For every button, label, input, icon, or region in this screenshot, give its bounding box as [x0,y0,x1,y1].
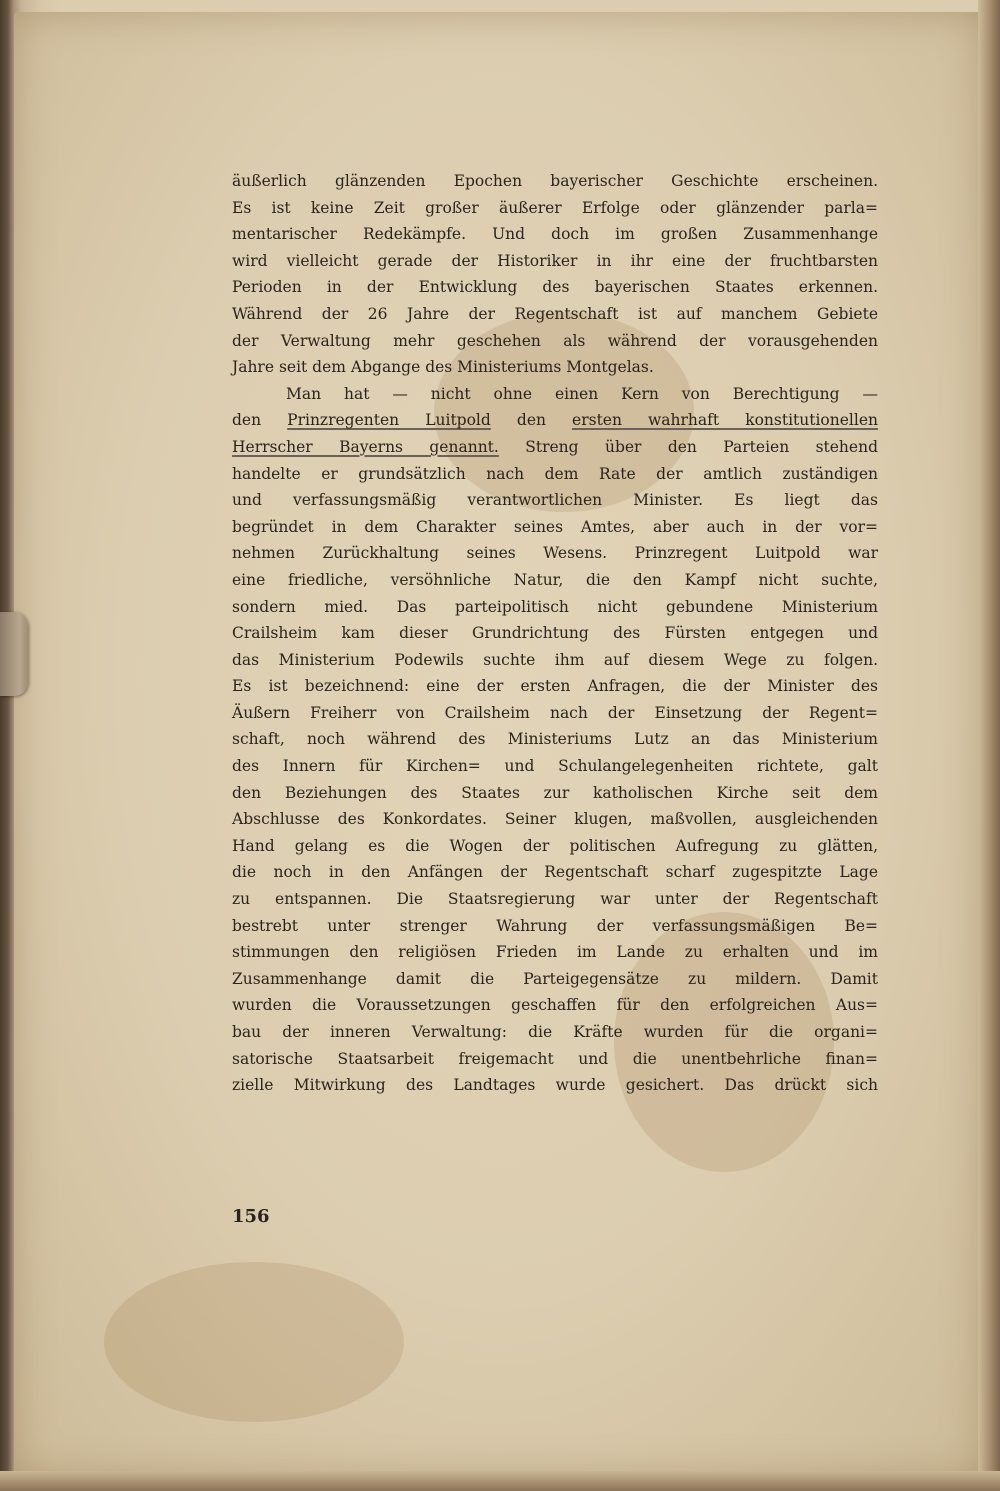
paragraph-2 [232,381,878,1099]
text-line: zielle Mitwirkung des Landtages wurde gesichert. Das drückt sich [232,1076,878,1095]
text-line: wird vielleicht gerade der Historiker in ihr eine der fruchtbarsten [232,251,878,270]
page-edge-right [978,0,1000,1491]
text-line: der Verwaltung mehr geschehen als während der vorausgehenden [232,331,878,350]
text-line: nehmen Zurückhaltung seines Wesens. Prinzregent Luitpold war [232,544,878,563]
text-line: die noch in den Anfängen der Regentschaft scharf zugespitzte Lage [232,863,878,882]
text-line: Zusammenhange damit die Parteigegensätze zu mildern. Damit [232,969,878,988]
text-line: Hand gelang es die Wogen der politischen Aufregung zu glätten, [232,836,878,855]
text-line: zu entspannen. Die Staatsregierung war unter der Regentschaft [232,890,878,909]
text-line-annotated [232,407,878,434]
text-line: satorische Staatsarbeit freigemacht und die unentbehrliche finan= [232,1049,878,1068]
text-line: bestrebt unter strenger Wahrung der verfassungsmäßigen Be= [232,916,878,935]
page-number: 156 [232,1206,270,1227]
text-line: äußerlich glänzenden Epochen bayerischer Geschichte erscheinen. [232,172,878,190]
text-line: Jahre seit dem Abgange des Ministeriums Montgelas. [232,358,654,377]
text-line: und verfassungsmäßig verantwortlichen Minister. Es liegt das [232,491,878,510]
text-line: mentarischer Redekämpfe. Und doch im großen Zusammenhange [232,225,878,244]
word: den [516,411,546,430]
text-line: Während der 26 Jahre der Regentschaft ist auf manchem Gebiete [232,304,878,323]
body-text [232,168,878,1099]
text-line: Perioden in der Entwicklung des bayerischen Staates erkennen. [232,278,878,297]
word: den [232,411,262,430]
text-line: des Innern für Kirchen= und Schulangelegenheiten richtete, galt [232,757,878,776]
text-line: den Beziehungen des Staates zur katholischen Kirche seit dem [232,783,878,802]
page-clip [0,612,28,696]
text-line: Man hat — nicht ohne einen Kern von Berechtigung — [286,384,878,403]
text-line: schaft, noch während des Ministeriums Lutz an das Ministerium [232,730,878,749]
text-line: wurden die Voraussetzungen geschaffen für den erfolgreichen Aus= [232,996,878,1015]
pencil-underlined-text: Herrscher Bayerns genannt. [232,437,499,456]
pencil-underlined-text: Prinzregenten Luitpold [287,411,491,430]
text-line: stimmungen den religiösen Frieden im Lande zu erhalten und im [232,943,878,962]
text-line: Es ist bezeichnend: eine der ersten Anfragen, die der Minister des [232,677,878,696]
text-line: Abschlusse des Konkordates. Seiner klugen, maßvollen, ausgleichenden [232,810,878,829]
text-line-annotated [232,434,878,461]
text-line: sondern mied. Das parteipolitisch nicht gebundene Ministerium [232,597,878,616]
text-line: bau der inneren Verwaltung: die Kräfte wurden für die organi= [232,1023,878,1041]
pencil-underlined-text: ersten wahrhaft konstitutionellen [572,411,878,430]
paper-stain [104,1262,404,1422]
text-segment: Streng über den Parteien stehend [525,437,878,456]
paragraph-1 [232,168,878,381]
text-line: Äußern Freiherr von Crailsheim nach der Einsetzung der Regent= [232,703,878,722]
text-line: eine friedliche, versöhnliche Natur, die den Kampf nicht suchte, [232,570,878,589]
page-edge-bottom [0,1471,1000,1491]
text-line: handelte er grundsätzlich nach dem Rate der amtlich zuständigen [232,464,878,483]
text-line: Crailsheim kam dieser Grundrichtung des Fürsten entgegen und [232,624,878,643]
text-line: das Ministerium Podewils suchte ihm auf diesem Wege zu folgen. [232,650,878,669]
text-line: begründet in dem Charakter seines Amtes, aber auch in der vor= [232,517,878,536]
text-line: Es ist keine Zeit großer äußerer Erfolge oder glänzender parla= [232,198,878,217]
